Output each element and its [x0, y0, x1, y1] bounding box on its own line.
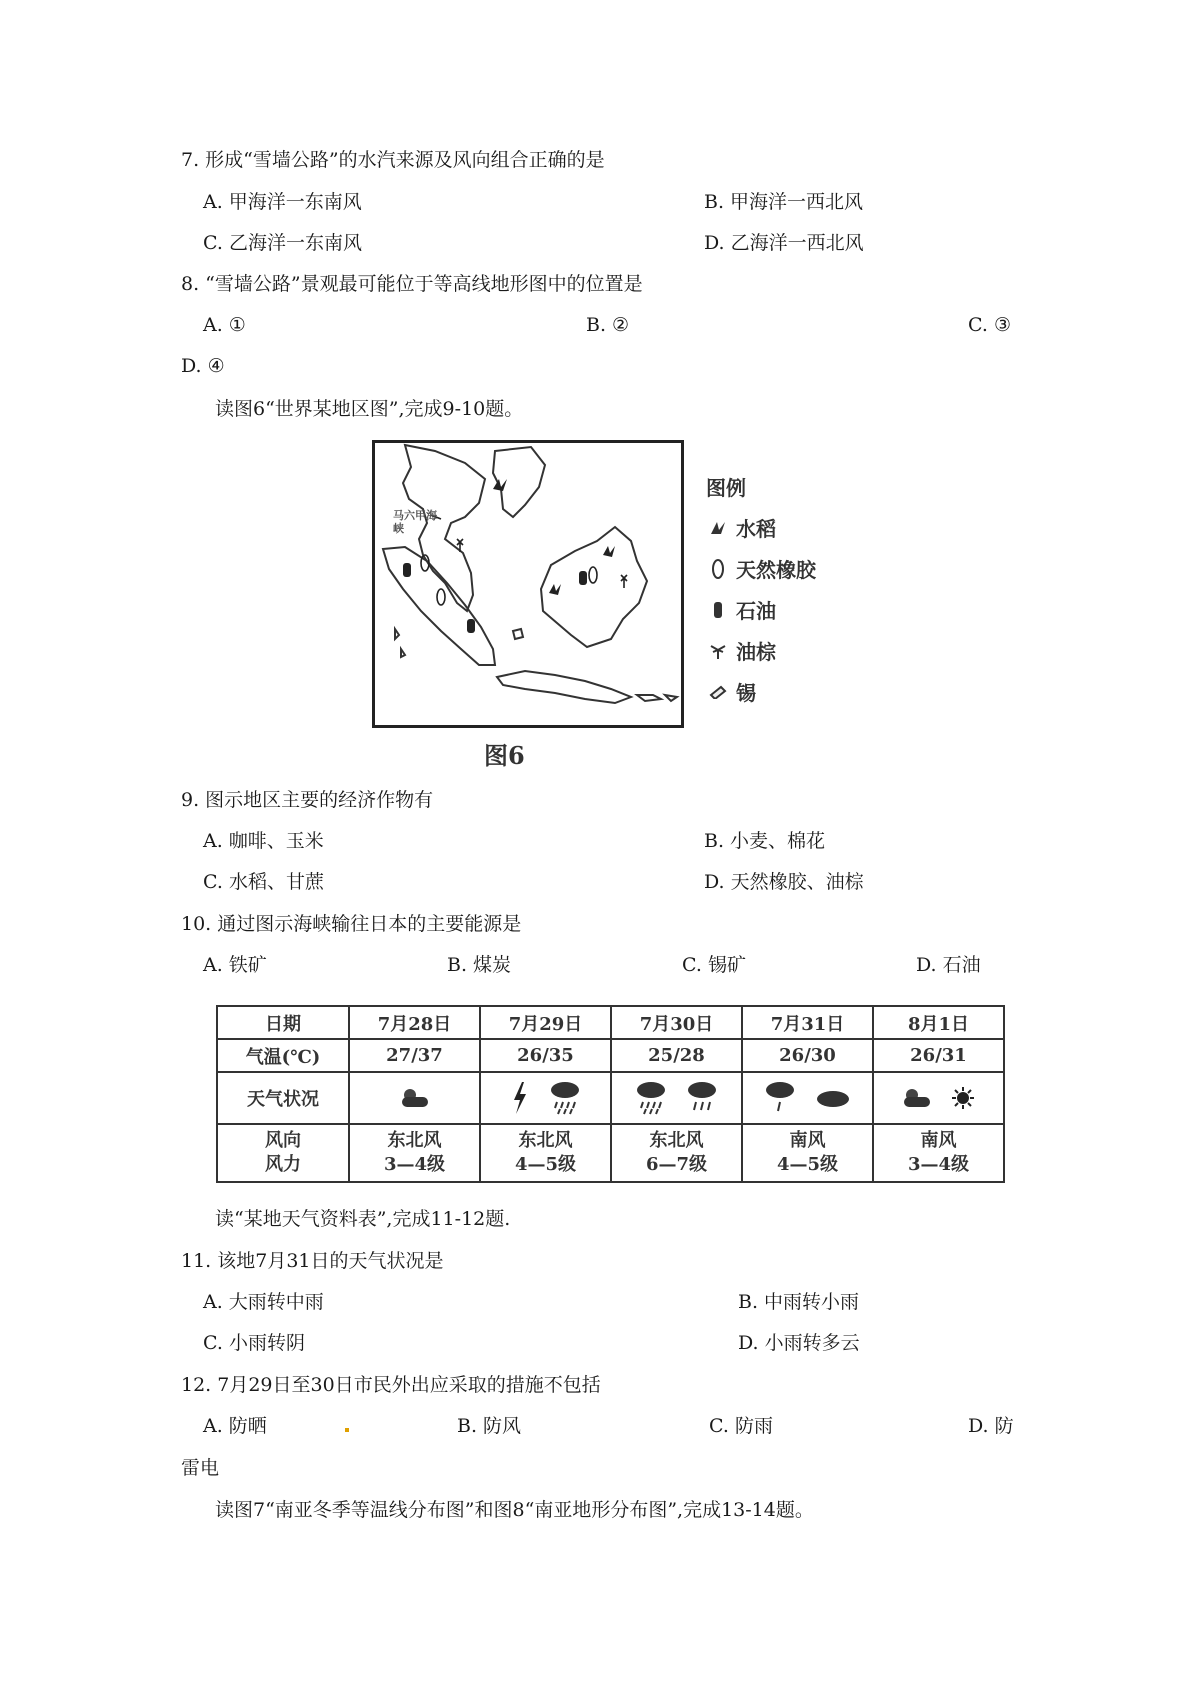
wind-label-cell [217, 1124, 349, 1182]
wind-cell [873, 1124, 1004, 1182]
question-7-option-c: C. 乙海洋一东南风 [203, 232, 362, 254]
wind-cell [480, 1124, 611, 1182]
weather-cell [873, 1072, 1004, 1124]
question-8-option-b: B. ② [586, 314, 630, 336]
wind-cell [742, 1124, 873, 1182]
wind-force: 3—4级 [383, 1154, 446, 1175]
oil-palm-icon [706, 642, 730, 660]
wind-force: 4—5级 [776, 1154, 839, 1175]
heavy-rain-icon [635, 1080, 667, 1116]
sunny-icon [951, 1086, 975, 1110]
question-9-option-b: B. 小麦、棉花 [704, 830, 826, 852]
wind-direction: 东北风 [387, 1130, 442, 1151]
question-10-option-b: B. 煤炭 [447, 954, 512, 976]
weather-cell [611, 1072, 742, 1124]
figure-6-caption: 图6 [484, 741, 525, 770]
question-10-option-a: A. 铁矿 [203, 954, 267, 976]
strait-label: 马六甲海峡 [393, 509, 437, 535]
question-9-option-a: A. 咖啡、玉米 [203, 830, 324, 852]
question-12-stem: 12. 7月29日至30日市民外出应采取的措施不包括 [181, 1374, 601, 1396]
wind-direction: 东北风 [518, 1130, 573, 1151]
wind-direction: 东北风 [649, 1130, 704, 1151]
legend-item-rice [706, 507, 846, 548]
weather-table [216, 1005, 1005, 1183]
table-header-cell: 7月31日 [742, 1006, 873, 1039]
legend-label-oil: 石油 [736, 599, 776, 623]
legend-item-tin [706, 671, 846, 712]
table-header-cell: 7月30日 [611, 1006, 742, 1039]
temp-cell: 26/35 [480, 1039, 611, 1072]
oil-icon [706, 600, 730, 620]
question-12-option-c: C. 防雨 [709, 1415, 773, 1437]
weather-label-cell: 天气状况 [217, 1072, 349, 1124]
wind-force: 3—4级 [907, 1154, 970, 1175]
light-rain-icon [764, 1080, 796, 1116]
intro-figure-6: 读图6“世界某地区图”,完成9-10题。 [215, 398, 524, 420]
wind-direction: 南风 [920, 1130, 957, 1151]
stray-dot [345, 1428, 349, 1432]
question-7-option-a: A. 甲海洋一东南风 [203, 191, 362, 213]
heavy-rain-icon [549, 1080, 581, 1116]
thunder-icon [510, 1080, 530, 1116]
question-11-option-c: C. 小雨转阴 [203, 1332, 305, 1354]
legend-item-rubber [706, 548, 846, 589]
tin-icon [706, 685, 730, 699]
table-row [217, 1124, 1004, 1182]
moderate-rain-icon [686, 1080, 718, 1116]
question-11-option-a: A. 大雨转中雨 [203, 1291, 324, 1313]
question-9-option-d: D. 天然橡胶、油棕 [704, 871, 864, 893]
question-9-stem: 9. 图示地区主要的经济作物有 [181, 789, 434, 811]
question-11-stem: 11. 该地7月31日的天气状况是 [181, 1250, 444, 1272]
map-frame [372, 440, 684, 728]
question-12-option-b: B. 防风 [457, 1415, 522, 1437]
southeast-asia-map [375, 443, 681, 725]
temp-label-cell: 气温(℃) [217, 1039, 349, 1072]
table-header-cell: 7月29日 [480, 1006, 611, 1039]
intro-figures-7-8: 读图7“南亚冬季等温线分布图”和图8“南亚地形分布图”,完成13-14题。 [215, 1499, 814, 1521]
question-7-option-d: D. 乙海洋一西北风 [704, 232, 864, 254]
legend-label-rubber: 天然橡胶 [736, 558, 816, 582]
question-8-stem: 8. “雪墙公路”景观最可能位于等高线地形图中的位置是 [181, 273, 643, 295]
wind-cell [611, 1124, 742, 1182]
cloudy-icon [902, 1087, 932, 1109]
table-header-cell: 7月28日 [349, 1006, 480, 1039]
table-header-cell: 8月1日 [873, 1006, 1004, 1039]
question-11-option-b: B. 中雨转小雨 [738, 1291, 860, 1313]
question-12-option-d: D. 防 [968, 1415, 1014, 1437]
rice-icon [706, 520, 730, 536]
question-7-stem: 7. 形成“雪墙公路”的水汽来源及风向组合正确的是 [181, 149, 605, 171]
weather-cell [742, 1072, 873, 1124]
question-8-option-a: A. ① [203, 314, 246, 336]
table-header-cell: 日期 [217, 1006, 349, 1039]
question-8-option-d: D. ④ [181, 355, 225, 377]
rubber-icon [706, 558, 730, 580]
question-9-option-c: C. 水稻、甘蔗 [203, 871, 324, 893]
temp-cell: 26/30 [742, 1039, 873, 1072]
wind-direction-label: 风向 [265, 1130, 301, 1151]
temp-cell: 25/28 [611, 1039, 742, 1072]
temp-cell: 26/31 [873, 1039, 1004, 1072]
question-10-option-c: C. 锡矿 [682, 954, 746, 976]
table-row [217, 1039, 1004, 1072]
figure-6 [372, 440, 816, 770]
legend-label-oil-palm: 油棕 [736, 640, 776, 664]
legend-title: 图例 [706, 476, 746, 500]
legend-label-tin: 锡 [736, 681, 756, 705]
intro-weather-table: 读“某地天气资料表”,完成11-12题. [215, 1208, 511, 1230]
question-12-option-a: A. 防晒 [203, 1415, 267, 1437]
wind-direction: 南风 [789, 1130, 826, 1151]
question-12-option-d-continued: 雷电 [181, 1457, 220, 1479]
question-10-option-d: D. 石油 [916, 954, 981, 976]
wind-force: 6—7级 [645, 1154, 708, 1175]
temp-cell: 27/37 [349, 1039, 480, 1072]
overcast-icon [815, 1087, 851, 1109]
cloudy-icon [400, 1087, 430, 1109]
wind-cell [349, 1124, 480, 1182]
weather-cell [480, 1072, 611, 1124]
question-11-option-d: D. 小雨转多云 [738, 1332, 860, 1354]
legend-label-rice: 水稻 [736, 517, 776, 541]
table-row [217, 1072, 1004, 1124]
question-10-stem: 10. 通过图示海峡输往日本的主要能源是 [181, 913, 522, 935]
map-legend [706, 466, 846, 712]
legend-item-oil-palm [706, 630, 846, 671]
wind-force-label: 风力 [265, 1154, 301, 1175]
wind-force: 4—5级 [514, 1154, 577, 1175]
legend-item-oil [706, 589, 846, 630]
weather-cell [349, 1072, 480, 1124]
question-8-option-c: C. ③ [968, 314, 1011, 336]
question-7-option-b: B. 甲海洋一西北风 [704, 191, 864, 213]
table-row [217, 1006, 1004, 1039]
